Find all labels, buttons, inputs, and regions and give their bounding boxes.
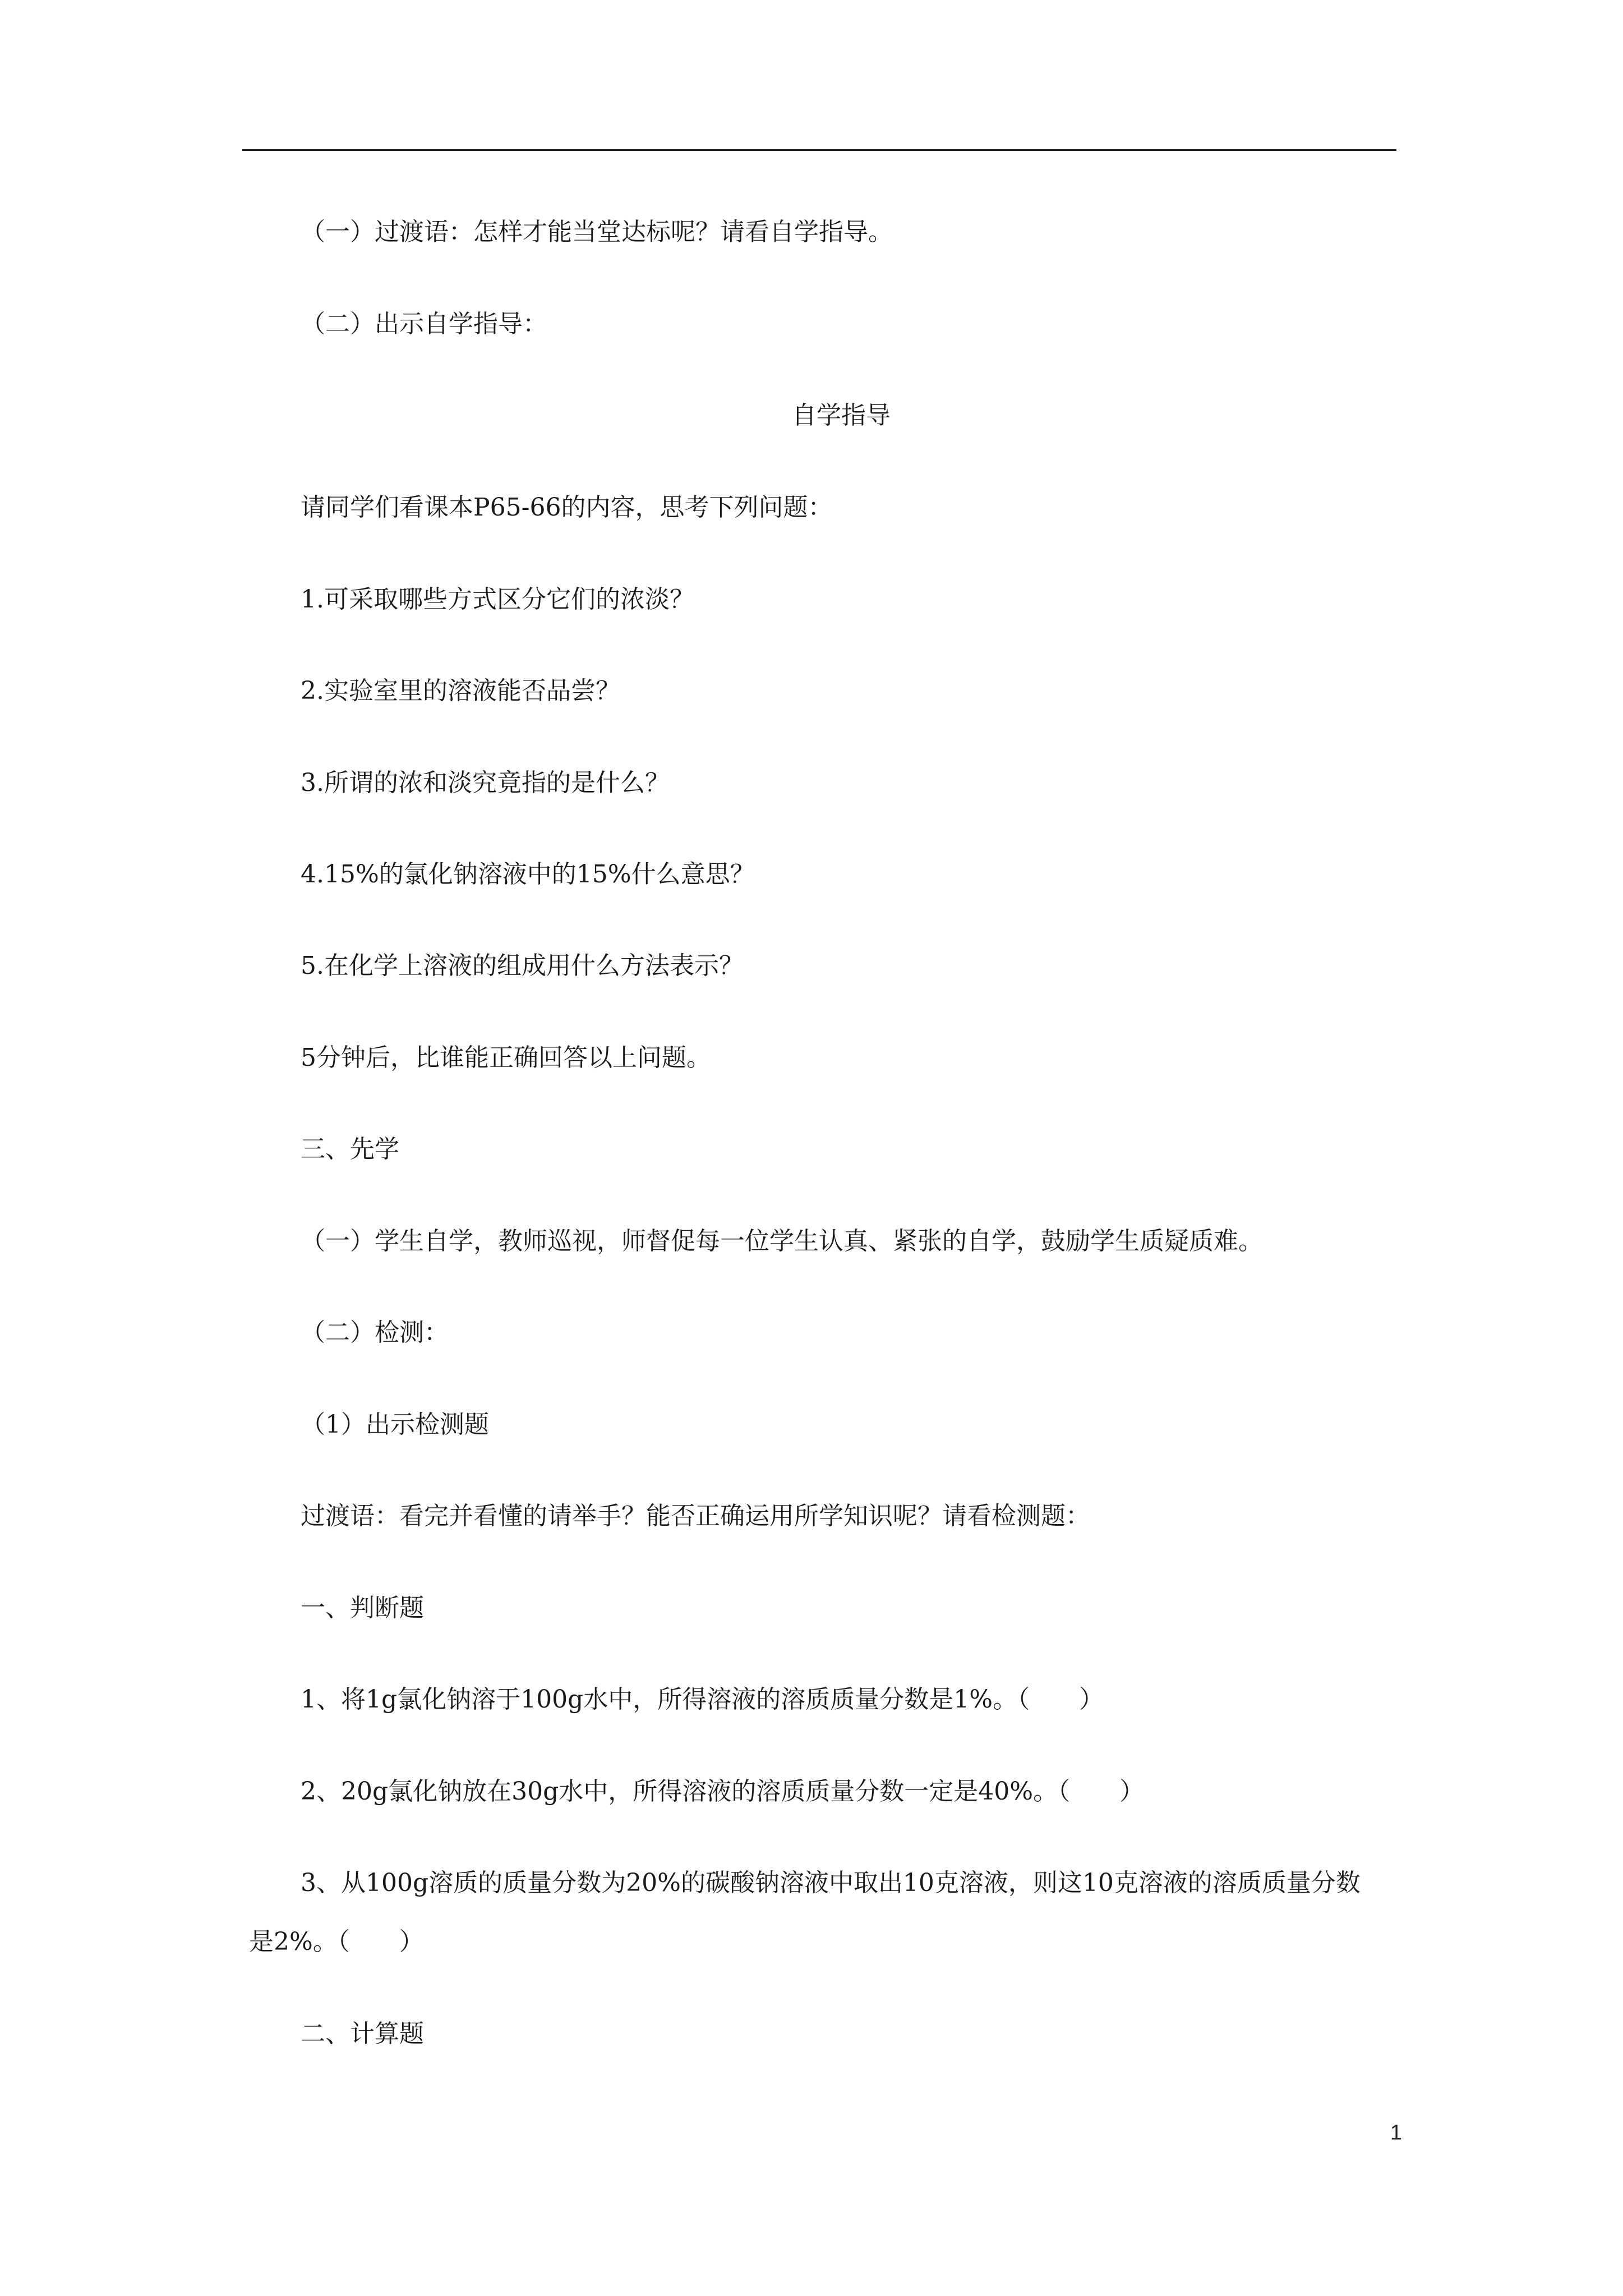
question-4: 4.15%的氯化钠溶液中的15%什么意思？ <box>301 860 755 889</box>
true-false-question-3-continued: 是2%。（ ） <box>249 1927 424 1956</box>
self-study-guide-intro: （二）出示自学指导： <box>301 310 547 338</box>
transition-line-2: 过渡语：看完并看懂的请举手？能否正确运用所学知识呢？请看检测题： <box>301 1502 1090 1530</box>
question-5: 5.在化学上溶液的组成用什么方法表示？ <box>301 951 744 980</box>
time-limit-line: 5分钟后，比谁能正确回答以上问题。 <box>301 1043 711 1072</box>
page-number: 1 <box>1390 2121 1402 2145</box>
transition-line-1: （一）过渡语：怎样才能当堂达标呢？请看自学指导。 <box>301 218 893 246</box>
detection-heading: （二）检测： <box>301 1318 449 1347</box>
header-rule <box>242 149 1396 151</box>
show-detection-questions: （1）出示检测题 <box>301 1410 489 1439</box>
calculation-heading: 二、计算题 <box>301 2019 424 2048</box>
section-heading-pre-study: 三、先学 <box>301 1135 399 1163</box>
section-heading-self-study: 自学指导 <box>792 401 891 430</box>
student-self-study-line: （一）学生自学，教师巡视，师督促每一位学生认真、紧张的自学，鼓励学生质疑质难。 <box>301 1227 1263 1255</box>
true-false-heading: 一、判断题 <box>301 1594 424 1622</box>
question-2: 2.实验室里的溶液能否品尝？ <box>301 677 620 705</box>
true-false-question-2: 2、20g氯化钠放在30g水中，所得溶液的溶质质量分数一定是40%。（ ） <box>301 1777 1145 1806</box>
true-false-question-1: 1、将1g氯化钠溶于100g水中，所得溶液的溶质质量分数是1%。（ ） <box>301 1685 1104 1714</box>
question-1: 1.可采取哪些方式区分它们的浓淡？ <box>301 585 694 614</box>
true-false-question-3: 3、从100g溶质的质量分数为20%的碳酸钠溶液中取出10克溶液，则这10克溶液的溶质质量分数 <box>301 1869 1361 1897</box>
instruction-line: 请同学们看课本P65-66的内容，思考下列问题： <box>301 493 833 522</box>
question-3: 3.所谓的浓和淡究竟指的是什么？ <box>301 769 670 797</box>
